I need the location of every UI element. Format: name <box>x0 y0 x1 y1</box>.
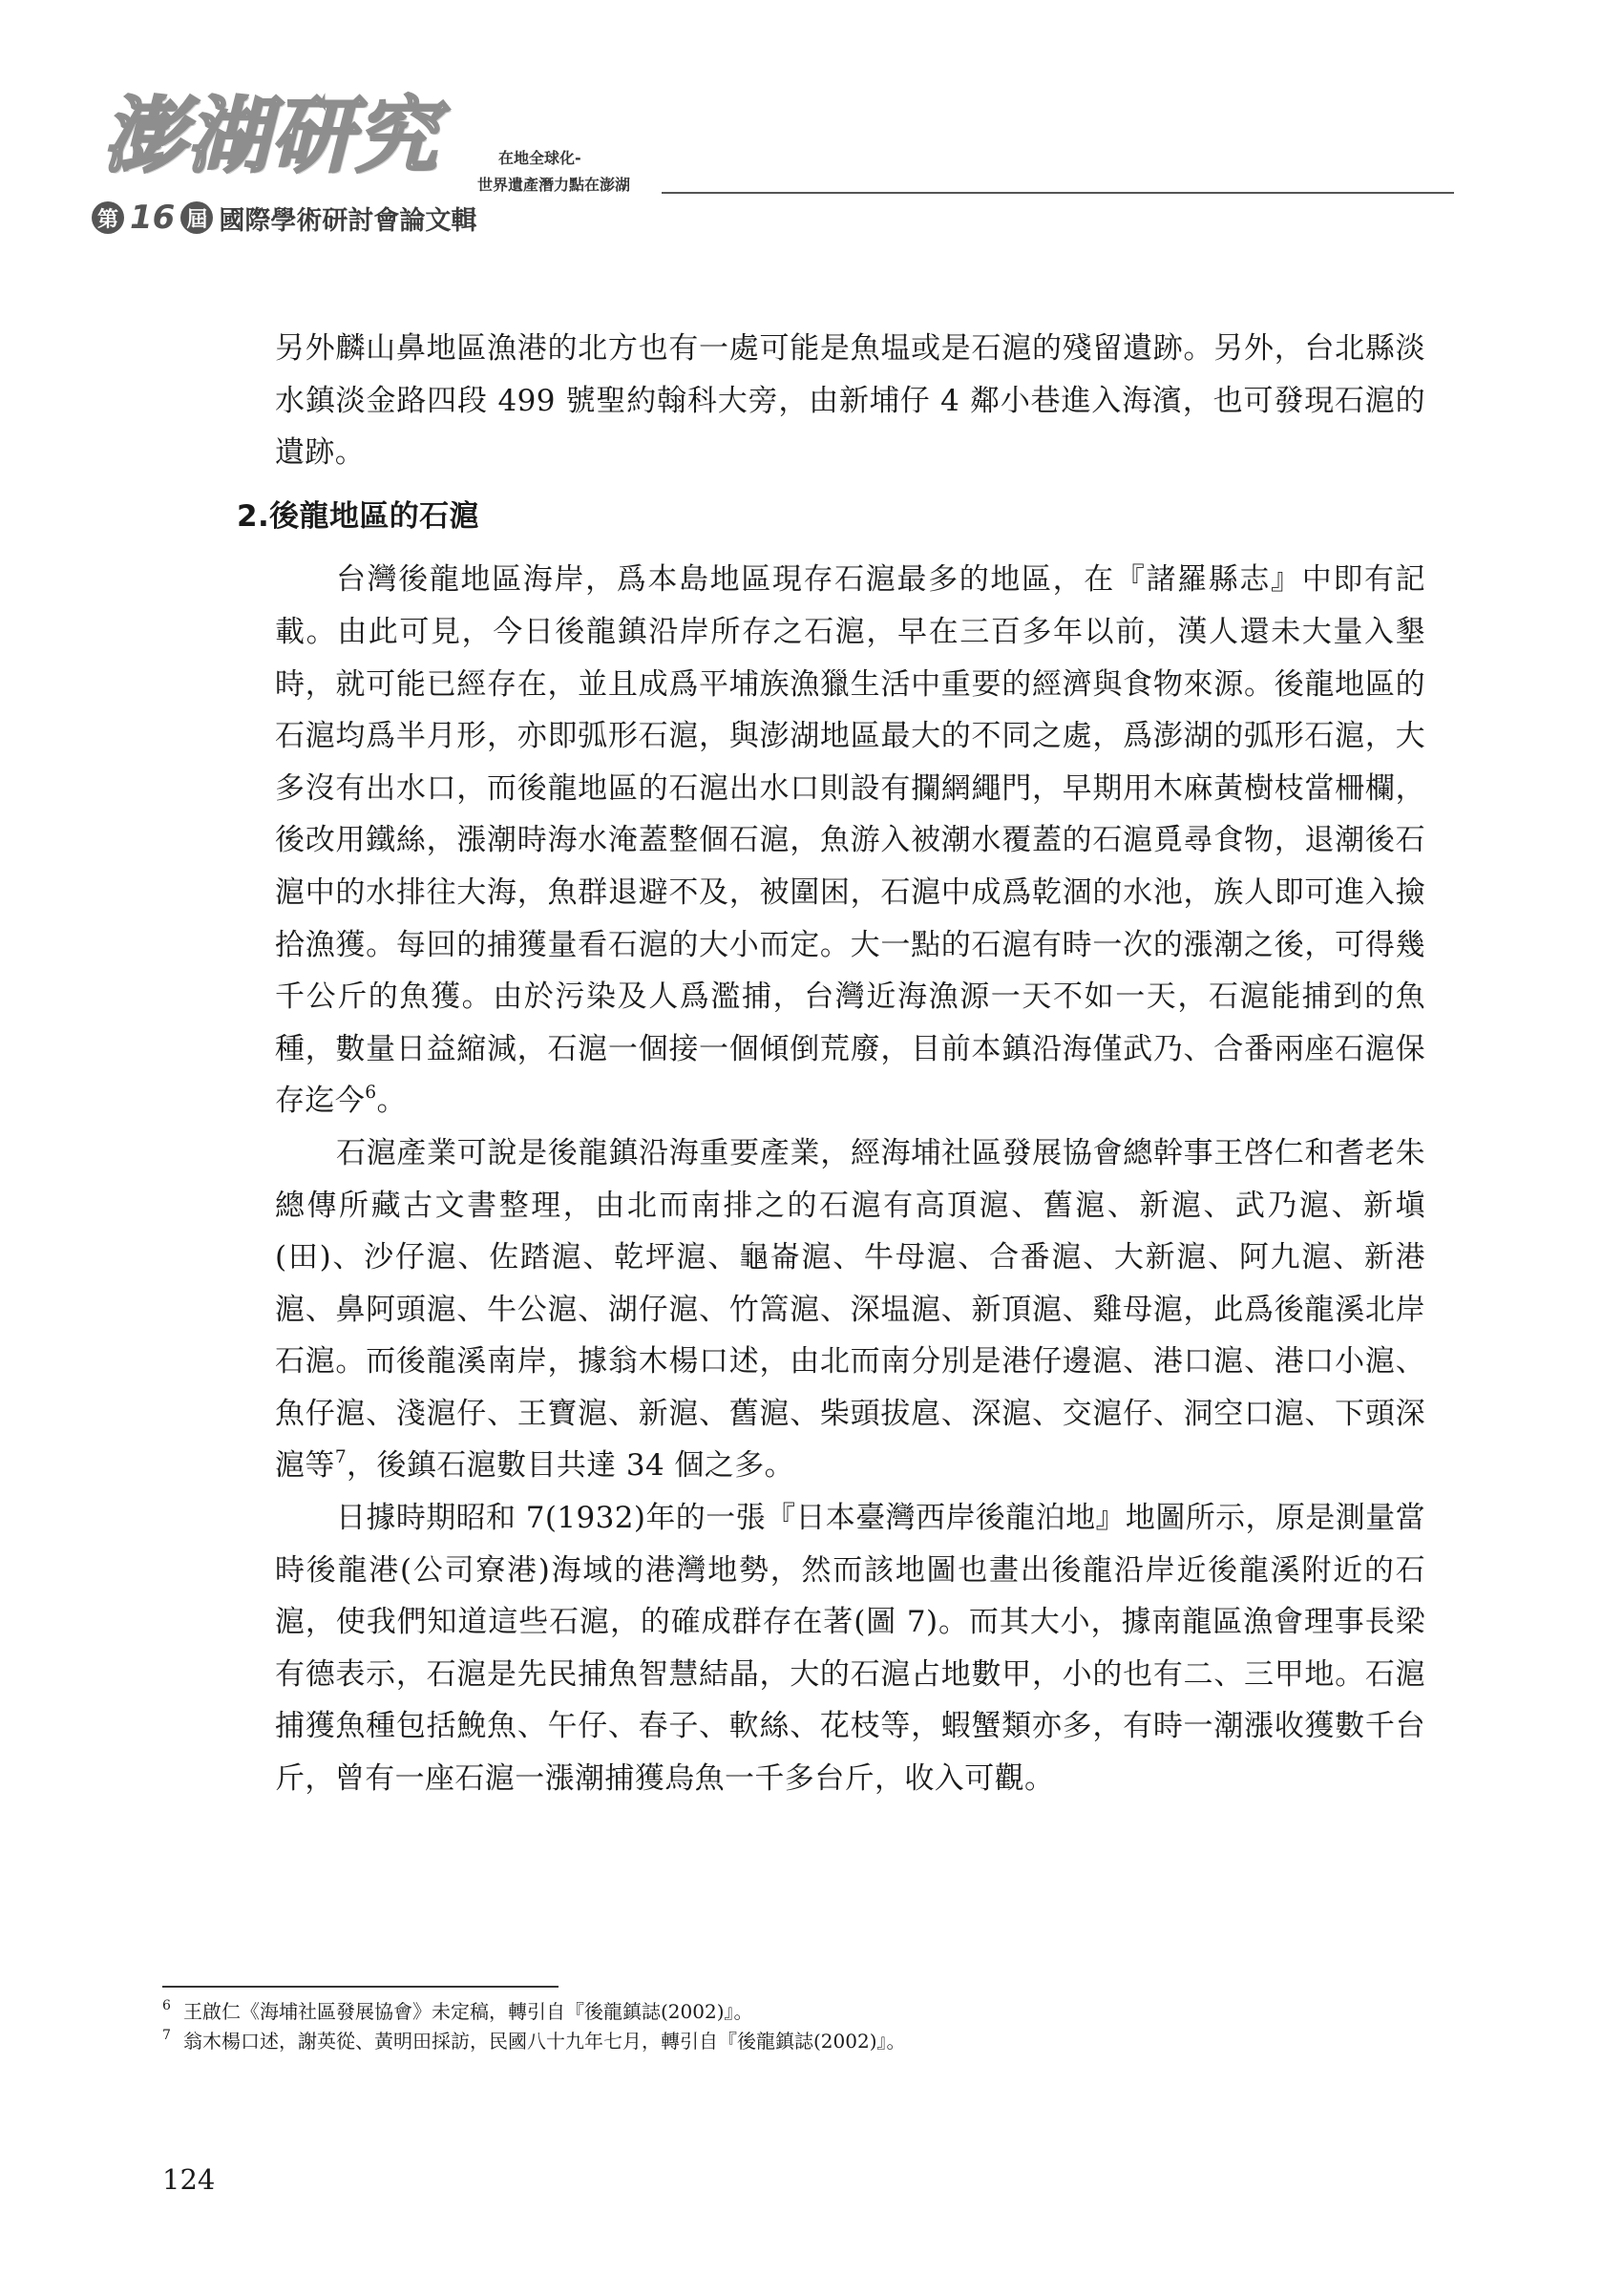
footnote-text: 王啟仁《海埔社區發展協會》未定稿，轉引自『後龍鎮誌(2002)』。 <box>183 2000 753 2023</box>
edition-prefix-badge: 第 <box>92 201 124 234</box>
theme-line-2: 世界遺產潛力點在澎湖 <box>477 176 631 194</box>
paragraph-4: 日據時期昭和 7(1932)年的一張『日本臺灣西岸後龍泊地』地圖所示，原是測量當時後龍港(公司寮港)海域的港灣地勢，然而該地圖也畫出後龍沿岸近後龍溪附近的石滬，使我們知道這些石滬，的確成群存在著(圖 7)。而其大小，據南龍區漁會理事長梁有德表示，石滬是先民捕魚智慧結晶，大的石滬占地數甲，小的也有二、三甲地。石滬捕獲魚種包括鮸魚、午仔、春子、軟絲、花枝等，蝦蟹類亦多，有時一潮漲收獲數千台斤，曾有一座石滬一漲潮捕獲烏魚一千多台斤，收入可觀。 <box>275 1501 1425 1797</box>
paragraph-3-end: ，後鎮石滬數目共達 34 個之多。 <box>347 1448 794 1484</box>
paragraph-2-text: 台灣後龍地區海岸，爲本島地區現存石滬最多的地區，在『諸羅縣志』中即有記載。由此可見，今日後龍鎮沿岸所存之石滬，早在三百多年以前，漢人還未大量入墾時，就可能已經存在，並且成爲平埔族漁獵生活中重要的經濟與食物來源。後龍地區的石滬均爲半月形，亦即弧形石滬，與澎湖地區最大的不同之處，爲澎湖的弧形石滬，大多沒有出水口，而後龍地區的石滬出水口則設有攔網繩門，早期用木麻黃樹枝當柵欄，後改用鐵絲，漲潮時海水淹蓋整個石滬，魚游入被潮水覆蓋的石滬覓尋食物，退潮後石滬中的水排往大海，魚群退避不及，被圍困，石滬中成爲乾涸的水池，族人即可進入撿拾漁獲。每回的捕獲量看石滬的大小而定。大一點的石滬有時一次的漲潮之後，可得幾千公斤的魚獲。由於污染及人爲濫捕，台灣近海漁源一天不如一天，石滬能捕到的魚種，數量日益縮減，石滬一個接一個傾倒荒廢，目前本鎮沿海僅武乃、合番兩座石滬保存迄今 <box>275 562 1425 1119</box>
footnote-6 <box>162 1997 1461 2027</box>
paragraph-2 <box>275 554 1425 1127</box>
edition-suffix-badge: 屆 <box>180 201 213 234</box>
footnote-7 <box>162 2027 1461 2056</box>
theme-line-1: 在地全球化- <box>498 149 581 167</box>
page-number: 124 <box>162 2163 216 2196</box>
paragraph-1: 另外麟山鼻地區漁港的北方也有一處可能是魚塭或是石滬的殘留遺跡。另外，台北縣淡水鎮淡金路四段 499 號聖約翰科大旁，由新埔仔 4 鄰小巷進入海濱，也可發現石滬的遺跡。 <box>275 331 1425 471</box>
proceedings-title: 國際學術研討會論文輯 <box>219 205 477 236</box>
page-header <box>0 0 1623 248</box>
footnote-ref-7[interactable]: 7 <box>334 1447 348 1468</box>
section-heading: 2.後龍地區的石滬 <box>237 498 479 534</box>
footnote-number: 6 <box>162 1998 171 2013</box>
footnote-ref-6[interactable]: 6 <box>365 1083 377 1104</box>
paragraph-2-end: 。 <box>376 1084 407 1119</box>
edition-number: 16 <box>130 199 176 237</box>
footnote-divider <box>162 1986 559 1988</box>
footnote-number: 7 <box>162 2028 171 2043</box>
paragraph-3 <box>275 1127 1425 1492</box>
main-text <box>237 323 1425 1805</box>
journal-logo-subtitle <box>92 199 476 237</box>
header-divider <box>662 192 1454 194</box>
journal-logo-title: 澎湖研究 <box>103 88 439 184</box>
footnotes <box>162 1986 1461 2056</box>
footnote-text: 翁木楊口述，謝英從、黃明田採訪，民國八十九年七月，轉引自『後龍鎮誌(2002)』。 <box>183 2030 906 2053</box>
paragraph-3-text: 石滬產業可說是後龍鎮沿海重要產業，經海埔社區發展協會總幹事王啓仁和耆老朱總傳所藏古文書整理，由北而南排之的石滬有高頂滬、舊滬、新滬、武乃滬、新塡(田)、沙仔滬、佐踏滬、乾坪滬、龜崙滬、牛母滬、合番滬、大新滬、阿九滬、新港滬、鼻阿頭滬、牛公滬、湖仔滬、竹篙滬、深塭滬、新頂滬、雞母滬，此爲後龍溪北岸石滬。而後龍溪南岸，據翁木楊口述，由北而南分別是港仔邊滬、港口滬、港口小滬、魚仔滬、淺滬仔、王寶滬、新滬、舊滬、柴頭拔扈、深滬、交滬仔、洞空口滬、下頭深滬等 <box>275 1135 1425 1484</box>
conference-theme <box>477 145 630 199</box>
